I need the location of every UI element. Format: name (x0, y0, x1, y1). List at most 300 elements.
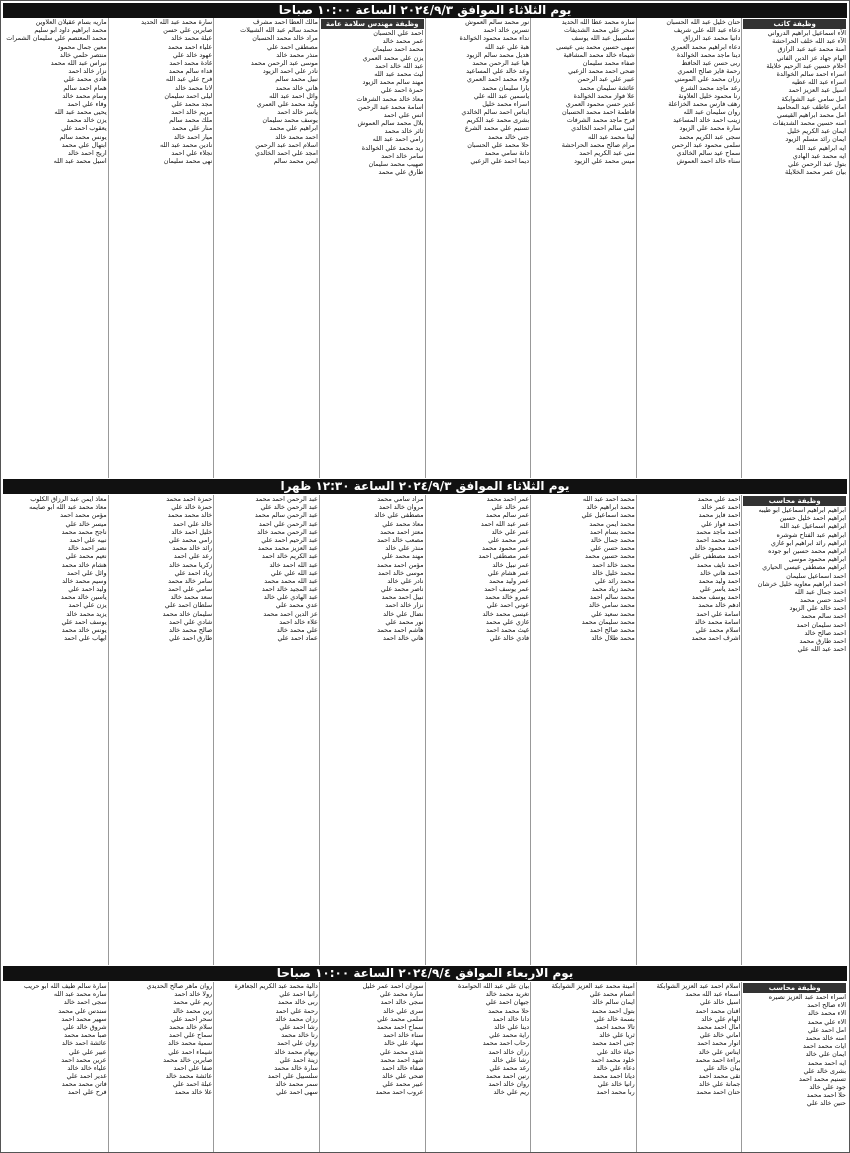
candidate-name: عهود خالد علي (172, 50, 213, 59)
candidate-name: هاشم احمد محمد (377, 626, 424, 634)
candidate-name: نادين محمد عبد الله (159, 140, 213, 149)
candidate-name: دعاء ابراهيم محمد العمري (670, 42, 741, 51)
candidate-name: يارا سليمان محمد (482, 83, 530, 92)
candidate-name: ثريا علي خالد (599, 1031, 635, 1040)
candidate-name: احمد مصطفى علي (689, 552, 741, 561)
candidate-name: شروق خالد علي (63, 1022, 107, 1031)
candidate-name: سلسبيل علي احمد (267, 1072, 318, 1081)
candidate-name: نسرين خالد احمد (483, 26, 530, 35)
candidate-name: ايهاب علي احمد (64, 634, 107, 643)
candidate-name: يزن خالد محمد (66, 116, 107, 125)
candidate-name: سماح عيد سالم الخالدي (676, 149, 741, 157)
candidate-name: مجد محمد علي (171, 99, 213, 108)
candidate-name: عبد الهادي علي خالد (263, 593, 318, 602)
candidate-name: غدير حسن محمود العمري (565, 99, 635, 108)
candidate-name: فاطمة احمد محمد الحسبان (561, 108, 635, 117)
candidate-name: مصطفى علي خالد (374, 511, 424, 520)
candidate-name: رائد خالد محمد (172, 544, 213, 553)
candidate-name: احلام حسين عبد الرحيم خلايلة (766, 61, 846, 70)
candidate-name: عبد العزيز محمد محمد (257, 544, 318, 553)
candidate-name: ربى حسن عبد الحافظ (681, 58, 741, 67)
candidate-name: سناء خالد احمد العموش (676, 157, 741, 166)
candidate-name: محمد احمد سليمان (372, 45, 424, 54)
candidate-name: ريم علي خالد (493, 1088, 530, 1097)
candidate-name: عبد الرحمن علي احمد (258, 519, 318, 528)
candidate-list (3, 495, 108, 642)
candidate-name: علا خالد محمد (174, 1088, 213, 1097)
session-banner-3: يوم الاربعاء الموافق ٢٠٢٤/٩/٤ الساعة ١٠:٠٠ صباحا (3, 966, 847, 981)
candidate-name: عروب احمد محمد (375, 1088, 424, 1097)
candidate-name: ايمان علي خالد (805, 1050, 846, 1059)
candidate-name: عبد الله محمد محمد (264, 576, 318, 585)
candidate-name: براءة احمد محمد (695, 1055, 741, 1064)
candidate-name: احمد صالح خالد (804, 628, 846, 637)
candidate-name: عمر هشام علي (487, 568, 530, 577)
candidate-name: ايات محمد احمد (803, 1042, 846, 1051)
candidate-name: طارق علي محمد (378, 168, 424, 177)
candidate-name: احمد محمد خالد (275, 132, 318, 141)
candidate-name: ميس محمد علي الزيود (574, 157, 635, 166)
candidate-name: اماني خالد علي (699, 1031, 741, 1040)
candidate-name: سلمى محمود عبد الرحمن (671, 140, 741, 149)
candidate-name: اسراء احمد عبد العزيز نصيره (768, 993, 846, 1001)
candidate-name: روان علي احمد (277, 1039, 318, 1048)
candidate-name: احمد وليد محمد (698, 576, 741, 585)
candidate-name: روان سليمان عبد الله (683, 108, 741, 117)
candidate-name: احمد علي الحسبان (373, 29, 424, 37)
candidate-name: ليلى احمد سليمان (164, 91, 213, 100)
candidate-name: لانا محمد خالد (175, 83, 213, 92)
candidate-list (531, 18, 636, 165)
candidate-name: حنان احمد محمد (696, 1088, 741, 1097)
candidate-name: فاتن محمد محمد (61, 1080, 107, 1089)
candidate-name: نداء محمد محمود الخوالدة (459, 34, 530, 43)
candidate-name: ياسمين عبد الله علي (473, 91, 530, 100)
candidate-name: مؤمن محمد احمد (60, 511, 107, 520)
candidate-name: ساره محمد عطا الله الحديد (561, 18, 635, 26)
candidate-name: مرام صالح محمد الحراحشة (561, 140, 635, 149)
candidate-name: منار علي محمد (171, 124, 213, 133)
candidate-name: اسيل محمد عبد الله (53, 157, 107, 166)
candidate-name: انسام محمد علي (589, 990, 635, 999)
candidate-name: بيان علي عبد الله الحوامدة (457, 982, 530, 990)
candidate-name: سامر خالد احمد (381, 151, 424, 160)
candidate-name: ناجح محمد محمد (61, 527, 107, 536)
candidate-name: يزيد محمد خالد (66, 609, 107, 618)
candidate-name: عرين محمد احمد (61, 1055, 107, 1064)
candidate-name: رزان محمد خالد (275, 1014, 318, 1023)
candidate-name: جيهان احمد علي (485, 998, 530, 1007)
candidate-list (531, 495, 636, 642)
candidate-name: صفا علي احمد (173, 1063, 213, 1072)
candidate-name: ضحى احمد محمد الزعبي (568, 67, 635, 76)
candidate-list (320, 982, 425, 1097)
candidate-name: صابرين خالد محمد (163, 1055, 213, 1064)
candidate-name: دانا خالد احمد (492, 1014, 530, 1023)
candidate-name: محمد اسماعيل علي (581, 511, 635, 520)
candidate-name: عيسى محمد خالد (482, 609, 530, 618)
candidate-name: دعاء عبد الله علي شريف (673, 26, 741, 35)
candidate-name: محمد صالح احمد (589, 626, 635, 634)
candidate-name: محمد المعتصم علي سليمان الشمرات (6, 34, 107, 43)
candidate-name: رزان محمد علي المومني (674, 75, 741, 84)
candidate-name: سلام خالد محمد (169, 1022, 213, 1031)
candidate-name: نور محمد علي (385, 617, 424, 626)
candidate-name: رامي احمد عبد الله (372, 135, 424, 144)
candidate-name: بلال محمد سالم العموش (357, 119, 424, 128)
candidate-name: ياسر خالد احمد (277, 108, 318, 117)
candidate-name: عوني احمد علي (486, 601, 530, 610)
candidate-name: هاني خالد محمد (275, 83, 318, 92)
candidate-name: شذى محمد علي (379, 1047, 424, 1056)
candidate-name: عائشة محمد خالد (165, 1072, 213, 1081)
candidate-name: آمنة محمد عيد عبد الرازق (777, 45, 846, 54)
section-2 (3, 495, 847, 965)
candidate-name: غازي علي محمد (485, 617, 530, 626)
candidate-list (742, 29, 847, 176)
candidate-name: رنين احمد محمد (486, 1072, 530, 1081)
candidate-name: علا فواز محمد الخوالدة (573, 91, 635, 100)
candidate-name: اسراء احمد سالم الخوالدة (776, 69, 846, 78)
candidate-name: ميار احمد خالد (173, 132, 213, 141)
candidate-name: عبير علي عبد الرحمن (577, 75, 635, 84)
candidate-name: صالح محمد خالد (168, 626, 213, 634)
name-column (108, 982, 214, 1152)
candidate-name: مهند محمد علي (381, 552, 424, 561)
candidate-name: سوزان احمد عمر خليل (362, 982, 424, 990)
candidate-name: خالد علي احمد (172, 519, 213, 528)
candidate-name: هبة علي عبد الله (484, 42, 530, 51)
candidate-name: تالا محمد احمد (595, 1022, 635, 1031)
name-column (636, 18, 742, 478)
candidate-name: سارة محمد عبد الله الحديد (141, 18, 213, 26)
candidate-name: بيان خالد علي (703, 1063, 741, 1072)
candidate-name: دانة سامي محمد (484, 149, 530, 157)
candidate-name: معاذ محمد علي (382, 519, 424, 528)
candidate-name: محمد ايمن محمد (589, 519, 635, 528)
candidate-name: مروان خالد احمد (378, 503, 424, 512)
candidate-name: انوار محمد احمد (697, 1039, 741, 1048)
candidate-name: جنى احمد محمد (592, 1039, 635, 1048)
candidate-name: ايه محمد عبد الهادي (792, 151, 846, 160)
candidate-list (637, 18, 742, 165)
candidate-name: ريهام محمد خالد (274, 1047, 318, 1056)
candidate-name: امل احمد علي (807, 1025, 846, 1034)
candidate-name: سماح علي احمد (169, 1031, 213, 1040)
candidate-name: اسلام احمد عبد الرحمن (255, 140, 318, 149)
candidate-name: عمر علي خالد (491, 527, 530, 536)
candidate-name: رحمة علي احمد (275, 1006, 318, 1015)
candidate-name: وسيم محمد خالد (62, 576, 107, 585)
candidate-name: اسيل عبد العزيز احمد (788, 86, 846, 95)
candidate-name: مهند سالم محمد الزيود (362, 78, 424, 87)
candidate-name: احمد ياسر علي (699, 585, 741, 594)
name-column (108, 495, 214, 965)
candidate-name: روان خالد احمد (488, 1080, 530, 1089)
candidate-name: معتز احمد محمد (380, 527, 424, 536)
name-column (741, 18, 847, 478)
candidate-name: نصر احمد خالد (67, 544, 107, 553)
candidate-name: علياء خالد خالد (67, 1063, 107, 1072)
candidate-name: صفاء خالد احمد (381, 1063, 424, 1072)
candidate-name: حنين خالد علي (806, 1099, 846, 1108)
name-column (530, 18, 636, 478)
candidate-name: ابراهيم احمد خليل حسين (779, 514, 846, 523)
name-column (530, 982, 636, 1152)
name-column (425, 18, 531, 478)
candidate-name: عبير علي علي (68, 1047, 107, 1056)
candidate-list (214, 495, 319, 642)
name-column (741, 495, 847, 965)
name-column (636, 495, 742, 965)
candidate-name: امجد علي احمد الخالدي (254, 149, 318, 157)
candidate-name: محمد حسين محمد (585, 552, 635, 561)
session-banner-2: يوم الثلاثاء الموافق ٢٠٢٤/٩/٣ الساعة ١٢:٣٠ ظهرا (3, 479, 847, 494)
candidate-name: محمد ابراهيم خالد (586, 503, 635, 512)
candidate-name: عبد الله علي علي (270, 568, 318, 577)
candidate-name: منى عبد الكريم احمد (579, 149, 635, 157)
candidate-name: وائل علي احمد (67, 568, 107, 577)
candidate-name: سندس علي محمد (58, 1006, 107, 1015)
candidate-list (531, 982, 636, 1097)
candidate-name: سحر علي محمد الشديفات (564, 26, 635, 35)
candidate-name: عمر سالم محمد (485, 511, 530, 520)
candidate-list (109, 18, 214, 165)
candidate-name: نبيل احمد محمد (381, 593, 424, 602)
candidate-name: محمد سليمان محمد (581, 617, 635, 626)
candidate-name: صبا محمد محمد (64, 1031, 107, 1040)
candidate-name: فرح علي عبد الله (165, 75, 213, 84)
candidate-name: نبراس عبد الله محمد (50, 58, 107, 67)
candidate-name: رنا محمود خليل العلاونة (678, 91, 741, 100)
candidate-name: عمر خالد علي (491, 503, 530, 512)
candidate-name: بتول عبد الرحمن علي (788, 160, 846, 168)
candidate-name: مريم خالد احمد (171, 108, 213, 117)
candidate-list (426, 982, 531, 1097)
candidate-name: ادهم خالد محمد (698, 601, 741, 610)
candidate-name: فرح علي احمد (67, 1088, 107, 1097)
candidate-name: معين جمال محمود (57, 42, 107, 51)
candidate-name: ابتهال علي محمد (61, 140, 107, 149)
candidate-name: يونس خالد محمد (61, 626, 107, 634)
candidate-name: احمد سالم محمد (801, 612, 846, 621)
candidate-name: جمانة علي خالد (699, 1080, 741, 1089)
session-banner-1: يوم الثلاثاء الموافق ٢٠٢٤/٩/٣ الساعة ١٠:٠٠ صباحا (3, 3, 847, 18)
candidate-name: الاء علي محمد (807, 1017, 846, 1026)
name-column (319, 982, 425, 1152)
candidate-name: ملك محمد سالم (169, 116, 213, 125)
section-1 (3, 18, 847, 478)
candidate-name: وائل احمد عبد الله (269, 91, 318, 100)
name-column (530, 495, 636, 965)
candidate-name: بشرى خالد علي (803, 1066, 846, 1075)
candidate-name: اسراء محمد خليل (482, 99, 530, 108)
candidate-name: سلمى محمد علي (377, 1014, 424, 1023)
candidate-name: همام احمد سالم (63, 83, 107, 92)
name-column (3, 982, 108, 1152)
candidate-name: رامي محمد علي (168, 535, 213, 544)
candidate-name: موسى خالد احمد (378, 568, 424, 577)
candidate-name: ايه ابراهيم عبد الله (796, 143, 846, 152)
candidate-name: رشا علي خالد (492, 1055, 530, 1064)
candidate-name: عبد الله خالد احمد (375, 61, 424, 70)
candidate-name: عبد الرحمن سالم محمد (254, 511, 318, 520)
candidate-name: ناصر محمد علي (380, 585, 424, 594)
candidate-name: يحيى محمد عبد الله (54, 108, 107, 117)
candidate-name: عمر احمد محمد (486, 495, 530, 503)
candidate-name: سهير محمد احمد (61, 1014, 107, 1023)
candidate-name: هشام خالد محمد (61, 560, 107, 569)
candidate-name: جنى خالد محمد (488, 132, 530, 141)
candidate-name: شادي علي احمد (169, 617, 213, 626)
candidate-name: الآء عبد الله خلف الحراحشة (772, 37, 846, 46)
candidate-name: عبلة محمد خالد (171, 34, 213, 43)
candidate-name: عبد الرحمن احمد محمد (255, 495, 318, 503)
candidate-list (109, 495, 214, 642)
candidate-name: بتول احمد محمد (591, 1006, 635, 1015)
candidate-name: وعد خالد علي المساعيد (466, 67, 530, 76)
candidate-name: زين محمد خالد (172, 1006, 213, 1015)
candidate-name: هادي محمد علي (63, 75, 107, 84)
candidate-name: احمد اسماعيل سليمان (786, 571, 846, 580)
candidate-name: احمد عبد الله علي (797, 645, 846, 654)
candidate-name: ابراهيم مصطفى عيسى الحياري (762, 563, 846, 572)
candidate-name: عبد الرحمن محمد خالد (257, 527, 318, 536)
candidate-name: يونس محمد سالم (59, 132, 107, 141)
candidate-name: سرى علي خالد (383, 1006, 424, 1015)
candidate-name: يزن علي احمد (68, 601, 107, 610)
candidate-name: امل سامي عيد الشوابكة (781, 94, 846, 103)
candidate-name: ايناس احمد سالم الخالدي (461, 108, 530, 117)
candidate-name: خليل احمد خالد (171, 527, 213, 536)
candidate-name: نعيم محمد علي (65, 552, 107, 561)
job-title-header: وظيفة كاتب (743, 19, 846, 29)
candidate-name: عبد الكريم خالد احمد (261, 552, 318, 561)
candidate-name: طارق احمد علي (169, 634, 213, 643)
candidate-name: عمر وليد محمد (489, 576, 530, 585)
candidate-name: سجى خالد احمد (380, 998, 424, 1007)
candidate-name: محمد سعيد علي (591, 609, 635, 618)
candidate-name: اسامة علي احمد (696, 609, 741, 618)
candidate-name: فادي خالد علي (489, 634, 530, 643)
candidate-name: احمد علي محمد (697, 495, 741, 503)
candidate-name: هيا عبد الرحمن محمد (472, 58, 530, 67)
candidate-name: ضحى علي خالد (382, 1072, 424, 1081)
candidate-name: عمر محمد خالد (382, 37, 424, 46)
candidate-name: شيماء خالد محمد المشاقبة (563, 50, 635, 59)
candidate-name: عبد الرحيم احمد علي (261, 535, 318, 544)
candidate-name: ايه احمد محمد (807, 1058, 846, 1067)
candidate-name: فرح ماجد محمد الشرفات (566, 116, 635, 125)
candidate-name: احمد نايف محمد (696, 560, 741, 569)
candidate-name: رحاب احمد محمد (482, 1039, 530, 1048)
candidate-name: رعد علي احمد (173, 552, 213, 561)
name-column (319, 18, 425, 478)
candidate-name: الآء اسماعيل ابراهيم الدرواني (767, 29, 846, 37)
candidate-name: ايمن محمد سالم (273, 157, 318, 166)
candidate-name: دعاء علي خالد (596, 1063, 635, 1072)
candidate-list (637, 982, 742, 1097)
candidate-name: خالد محمد محمد (167, 511, 213, 520)
candidate-list (3, 18, 108, 165)
candidate-name: رحمة فايز صالح العمري (677, 67, 741, 76)
candidate-name: ريم علي محمد (173, 998, 213, 1007)
candidate-name: ساره محمد عبد الله (53, 990, 107, 999)
job-title-header: وظيفة مهندس سلامة عامة (321, 19, 424, 29)
candidate-list (426, 495, 531, 642)
candidate-name: بسمة خالد علي (593, 1014, 635, 1023)
candidate-name: الهام علي خالد (701, 1014, 741, 1023)
candidate-name: رشا احمد علي (279, 1022, 318, 1031)
name-column (636, 982, 742, 1152)
candidate-name: سامر خالد محمد (168, 576, 213, 585)
name-column (3, 18, 108, 478)
candidate-name: حمزة احمد محمد (166, 495, 213, 503)
candidate-name: غادة محمد احمد (169, 58, 213, 67)
candidate-name: ليث محمد عبد الله (374, 69, 424, 78)
candidate-name: ابراهيم ابراهيم اسماعيل ابو طيبه (758, 506, 846, 514)
candidate-name: ايمان رائد مسلم الزيود (785, 135, 846, 144)
candidate-name: نادر علي احمد الزيود (262, 67, 318, 76)
candidate-name: نور محمد سالم العموش (465, 18, 530, 26)
candidate-name: سهاد علي خالد (383, 1039, 424, 1048)
candidate-name: ثائر خالد محمد (384, 127, 424, 136)
candidate-name: محمد سامي خالد (588, 601, 635, 610)
candidate-list (3, 982, 108, 1097)
candidate-name: هديل محمد سالم الزيود (466, 50, 530, 59)
job-title-header: وظيفة محاسب (743, 983, 846, 993)
candidate-name: رانيا احمد علي (279, 990, 318, 999)
candidate-name: محمد ابراهيم داود ابو سليم (34, 26, 107, 35)
candidate-name: اسراء عبد الله عطيه (791, 78, 846, 87)
candidate-list (320, 495, 425, 642)
job-title-header: وظيفة محاسب (743, 496, 846, 506)
candidate-name: احمد فواز علي (701, 519, 741, 528)
candidate-name: احمد خالد علي الزيود (789, 604, 846, 613)
candidate-name: فداء سالم محمد (168, 67, 213, 76)
candidate-name: رولا خالد احمد (174, 990, 213, 999)
candidate-name: امال احمد محمد (697, 1022, 741, 1031)
candidate-name: ابراهيم محمد حسين ابو جوده (768, 546, 846, 555)
candidate-name: اماني عاطف عيد المحاميد (776, 102, 846, 111)
candidate-name: سليمان خالد محمد (162, 609, 213, 618)
candidate-name: خلود محمد احمد (591, 1055, 635, 1064)
candidate-name: عبير محمد علي (382, 1080, 424, 1089)
candidate-name: ربى خالد محمد (277, 998, 318, 1007)
candidate-name: زياد احمد علي (174, 568, 213, 577)
candidate-name: جود علي خالد (809, 1083, 846, 1092)
candidate-name: امل محمد ابراهيم القيسي (776, 110, 846, 119)
candidate-name: محمد زياد محمد (591, 585, 635, 594)
candidate-name: وليد احمد علي (68, 585, 107, 594)
candidate-name: رنا خالد محمد (281, 1031, 318, 1040)
candidate-name: سلطان احمد علي (164, 601, 213, 610)
candidate-name: مالك العطا احمد مشرف (253, 18, 318, 26)
candidate-name: مؤمن احمد محمد (377, 560, 424, 569)
candidate-name: شيماء احمد علي (168, 1047, 213, 1056)
candidate-name: سارة خالد محمد (274, 1063, 318, 1072)
candidate-name: احمد يوسف محمد (691, 593, 741, 602)
candidate-name: سامي علي احمد (168, 585, 213, 594)
candidate-name: دينا ماجد محمد الخوالدة (676, 50, 741, 59)
candidate-name: عمر محمود محمد (482, 544, 530, 553)
candidate-name: الاء صالح احمد (807, 1001, 846, 1010)
candidate-name: حمزة احمد علي (380, 86, 424, 95)
candidate-name: روان ماهر صالح الحديدي (146, 982, 213, 990)
candidate-name: موسى عبد الرحمن محمد (250, 58, 318, 67)
candidate-name: مصعب خالد احمد (377, 535, 424, 544)
candidate-name: بشرى محمد عبد الكريم (466, 116, 530, 125)
